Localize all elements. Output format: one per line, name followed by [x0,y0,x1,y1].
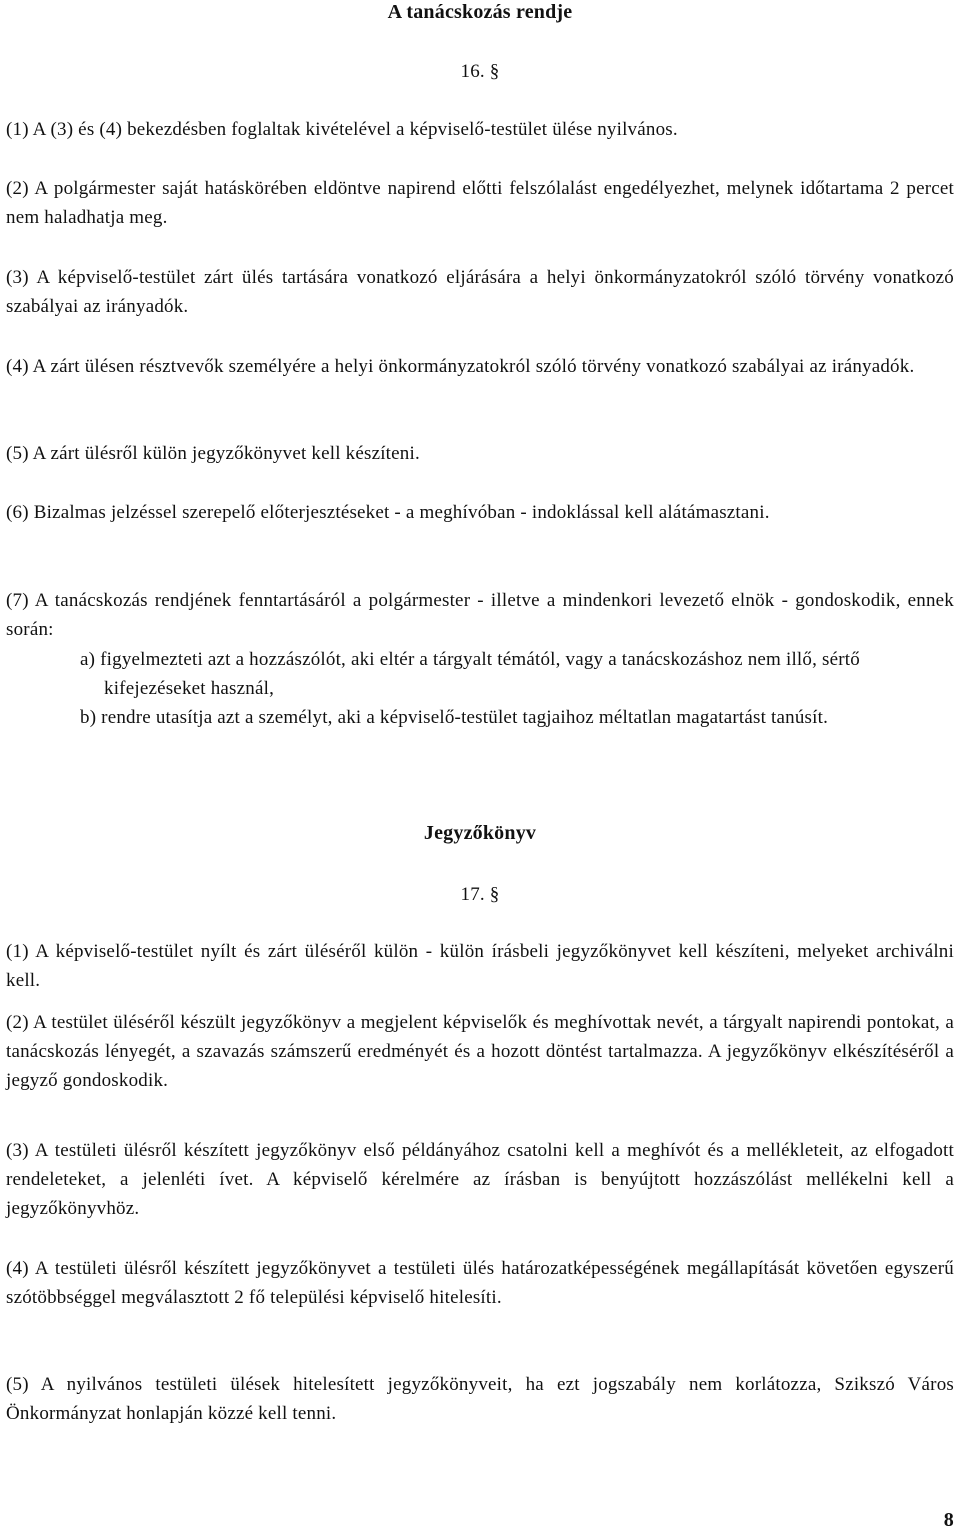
paragraph-17-2: (2) A testület üléséről készült jegyzőkönyv a megjelent képviselők és meghívottak nevét, a tárgyalt napirendi pontokat, a tanácskozás lényegét, a szavazás számszerű eredményét és a hozott döntést tartalmazza. A jegyzőkönyv elkészítéséről a jegyző gondoskodik. [6,1012,954,1091]
paragraph-16-4: (4) A zárt ülésen résztvevők személyére a helyi önkormányzatokról szóló törvény vonatkozó szabályai az irányadók. [6,356,915,377]
paragraph-16-1: (1) A (3) és (4) bekezdésben foglaltak kivételével a képviselő-testület ülése nyilvános. [6,119,678,140]
section-title-tanacskozas: A tanácskozás rendje [387,1,573,23]
paragraph-16-6: (6) Bizalmas jelzéssel szerepelő előterjesztéseket - a meghívóban - indoklással kell alátámasztani. [6,502,770,523]
paragraph-16-2: (2) A polgármester saját hatáskörében eldöntve napirend előtti felszólalást engedélyezhet, melynek időtartama 2 percet nem haladhatja meg. [6,178,954,228]
list-item-a: a) figyelmezteti azt a hozzászólót, aki eltér a tárgyalt témától, vagy a tanácskozáshoz nem illő, sértő kifejezéseket használ, [80,649,860,699]
paragraph-16-7: (7) A tanácskozás rendjének fenntartásáról a polgármester - illetve a mindenkori levezető elnök - gondoskodik, ennek során: [6,590,954,640]
paragraph-16-3: (3) A képviselő-testület zárt ülés tartására vonatkozó eljárására a helyi önkormányzatokról szóló törvény vonatkozó szabályai az irányadók. [6,267,954,317]
paragraph-16-5: (5) A zárt ülésről külön jegyzőkönyvet kell készíteni. [6,443,420,464]
section-number-16: 16. § [460,61,500,82]
paragraph-17-4: (4) A testületi ülésről készített jegyzőkönyvet a testületi ülés határozatképességének megállapítását követően egyszerű szótöbbséggel megválasztott 2 fő települési képviselő hitelesíti. [6,1258,954,1308]
paragraph-17-5: (5) A nyilvános testületi ülések hitelesített jegyzőkönyveit, ha ezt jogszabály nem korlátozza, Szikszó Város Önkormányzat honlapján közzé kell tenni. [6,1374,954,1424]
section-number-17: 17. § [460,884,500,905]
section-title-jegyzokonyv: Jegyzőkönyv [423,822,537,844]
paragraph-17-3: (3) A testületi ülésről készített jegyzőkönyv első példányához csatolni kell a meghívót és a mellékleteit, az elfogadott rendeleteket, a jelenléti ívet. A képviselő kérelmére az írásban is benyújtott hozzászólást mellékelni kell a jegyzőkönyvhöz. [6,1140,954,1219]
paragraph-16-7-list [80,645,950,732]
paragraph-17-1: (1) A képviselő-testület nyílt és zárt üléséről külön - külön írásbeli jegyzőkönyvet kell készíteni, melyeket archiválni kell. [6,941,954,991]
list-item-b: b) rendre utasítja azt a személyt, aki a képviselő-testület tagjaihoz méltatlan magatartást tanúsít. [80,707,829,728]
page-number: 8 [943,1509,954,1531]
